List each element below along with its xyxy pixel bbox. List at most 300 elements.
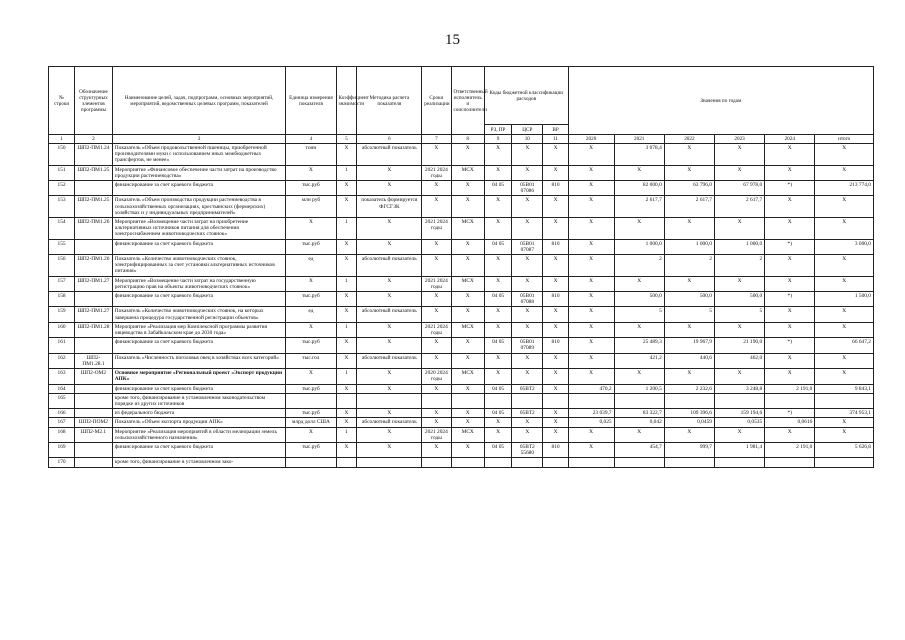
table-cell: X bbox=[357, 181, 422, 196]
table-cell: X bbox=[714, 427, 764, 442]
table-cell: финансирование за счет краевого бюджета bbox=[112, 239, 286, 254]
table-cell: 2 617,7 bbox=[614, 196, 664, 218]
table-row bbox=[49, 218, 874, 240]
table-row bbox=[49, 458, 874, 467]
table-cell: 3 000,0 bbox=[815, 239, 874, 254]
table-cell: X bbox=[357, 384, 422, 393]
table-cell: 153 bbox=[49, 196, 75, 218]
table-cell: тыс.руб bbox=[286, 384, 336, 393]
table-cell: X bbox=[484, 165, 511, 180]
table-cell: из федерального бюджета bbox=[112, 409, 286, 418]
table-cell bbox=[75, 292, 113, 307]
table-cell: X bbox=[336, 239, 357, 254]
table-cell: 162 bbox=[49, 353, 75, 368]
table-cell: X bbox=[664, 369, 714, 384]
table-cell: X bbox=[422, 181, 451, 196]
table-cell bbox=[512, 393, 543, 408]
table-cell: 63 796,0 bbox=[664, 181, 714, 196]
table-cell: 1 200,5 bbox=[614, 384, 664, 393]
table-cell: финансирование за счет краевого бюджета bbox=[112, 292, 286, 307]
table-cell: 159 bbox=[49, 307, 75, 322]
table-cell: X bbox=[815, 218, 874, 240]
table-cell: X bbox=[765, 144, 815, 166]
table-cell: 05В01 07088 bbox=[512, 292, 543, 307]
table-cell: Мероприятие «Реализация мер Комплексной программы развития овцеводства в Забайкальском крае до 2030 года» bbox=[112, 322, 286, 337]
table-cell: 04 05 bbox=[484, 442, 511, 457]
table-cell: X bbox=[451, 144, 484, 166]
table-cell: X bbox=[815, 276, 874, 291]
table-cell: X bbox=[543, 384, 568, 393]
table-cell: X bbox=[664, 218, 714, 240]
table-cell: 05В01 07089 bbox=[512, 338, 543, 353]
table-cell: X bbox=[451, 255, 484, 277]
table-cell bbox=[765, 458, 815, 467]
table-cell: X bbox=[336, 181, 357, 196]
table-cell: Показатель «Объем производства продукции растениеводства в сельскохозяйственных организациях, крестьянских (фермерских) хозяйствах и у индивидуальных предпринимателей» bbox=[112, 196, 286, 218]
table-cell: 810 bbox=[543, 292, 568, 307]
table-cell: X bbox=[286, 165, 336, 180]
table-cell: X bbox=[451, 353, 484, 368]
page-number: 15 bbox=[445, 32, 460, 48]
header-num: 7 bbox=[422, 135, 451, 144]
table-cell: X bbox=[512, 165, 543, 180]
table-cell: X bbox=[568, 353, 614, 368]
table-cell: ШП2-ПМ1.28.1 bbox=[75, 353, 113, 368]
table-cell: X bbox=[336, 196, 357, 218]
table-cell: МСХ bbox=[451, 276, 484, 291]
table-cell: X bbox=[543, 409, 568, 418]
table-cell: МСХ bbox=[451, 165, 484, 180]
table-cell: X bbox=[484, 196, 511, 218]
header-row-no: № строки bbox=[49, 67, 75, 135]
table-row bbox=[49, 196, 874, 218]
table-cell: X bbox=[543, 353, 568, 368]
table-cell: X bbox=[484, 322, 511, 337]
table-cell: 164 bbox=[49, 384, 75, 393]
table-cell: X bbox=[512, 322, 543, 337]
table-cell: X bbox=[815, 144, 874, 166]
table-cell bbox=[664, 393, 714, 408]
table-cell: X bbox=[543, 165, 568, 180]
table-cell: X bbox=[568, 165, 614, 180]
table-cell: X bbox=[664, 144, 714, 166]
table-cell: X bbox=[336, 307, 357, 322]
table-cell: 169 bbox=[49, 442, 75, 457]
table-cell: 2021 2024 годы bbox=[422, 276, 451, 291]
table-cell: X bbox=[664, 322, 714, 337]
table-cell: X bbox=[512, 427, 543, 442]
table-cell: Показатель «Объем экспорта продукции АПК» bbox=[112, 418, 286, 427]
table-cell bbox=[543, 458, 568, 467]
table-cell bbox=[543, 393, 568, 408]
table-cell: X bbox=[543, 196, 568, 218]
table-cell: X bbox=[815, 255, 874, 277]
table-cell: 9 843,1 bbox=[815, 384, 874, 393]
header-num: 5 bbox=[336, 135, 357, 144]
header-values: Значения по годам bbox=[568, 67, 873, 135]
table-cell: 2 617,7 bbox=[714, 196, 764, 218]
table-cell bbox=[714, 393, 764, 408]
table-cell: 04 05 bbox=[484, 181, 511, 196]
header-num: 9 bbox=[484, 135, 511, 144]
table-row bbox=[49, 239, 874, 254]
header-name: Наименование целей, задач, подпрограмм, основных мероприятий, мероприятий, ведомственных целевых программ, показателей bbox=[112, 67, 286, 135]
table-cell: X bbox=[451, 338, 484, 353]
table-cell: X bbox=[422, 409, 451, 418]
table-row bbox=[49, 276, 874, 291]
table-row bbox=[49, 307, 874, 322]
table-cell: X bbox=[815, 322, 874, 337]
table-cell: X bbox=[484, 255, 511, 277]
table-cell: ШП2-ПМ1.25 bbox=[75, 165, 113, 180]
table-cell: 1 500,0 bbox=[815, 292, 874, 307]
table-cell bbox=[75, 181, 113, 196]
table-cell: 3 248,8 bbox=[714, 384, 764, 393]
table-cell: X bbox=[286, 276, 336, 291]
table-cell bbox=[357, 458, 422, 467]
table-cell: абсолютный показатель bbox=[357, 418, 422, 427]
table-cell: X bbox=[422, 239, 451, 254]
table-row bbox=[49, 442, 874, 457]
table-cell: 04 05 bbox=[484, 384, 511, 393]
table-cell: 25 489,3 bbox=[614, 338, 664, 353]
table-cell: X bbox=[357, 165, 422, 180]
table-cell: X bbox=[815, 165, 874, 180]
table-cell: X bbox=[336, 338, 357, 353]
table-cell: 1 bbox=[336, 369, 357, 384]
table-cell: X bbox=[543, 369, 568, 384]
table-cell: ШП2-ПМ1.26 bbox=[75, 255, 113, 277]
header-year: 2021 bbox=[614, 135, 664, 144]
table-cell: X bbox=[484, 353, 511, 368]
table-cell: млрд долл США bbox=[286, 418, 336, 427]
table-cell: Мероприятие «Реализация мероприятий в области мелиорации земель сельскохозяйственного назначения» bbox=[112, 427, 286, 442]
table-cell: 2021 2024 годы bbox=[422, 218, 451, 240]
table-cell: X bbox=[336, 409, 357, 418]
table-cell: 1 bbox=[336, 218, 357, 240]
table-cell bbox=[286, 393, 336, 408]
table-cell: 374 953,1 bbox=[815, 409, 874, 418]
table-cell: X bbox=[765, 369, 815, 384]
table-cell: 0,0459 bbox=[664, 418, 714, 427]
table-cell bbox=[451, 458, 484, 467]
table-cell: X bbox=[568, 338, 614, 353]
table-cell: X bbox=[543, 276, 568, 291]
table-cell: млн руб bbox=[286, 196, 336, 218]
table-cell: X bbox=[815, 418, 874, 427]
table-cell: X bbox=[422, 338, 451, 353]
table-cell: 05ВТ2 55680 bbox=[512, 442, 543, 457]
header-year: 2023 bbox=[714, 135, 764, 144]
table-cell: Показатель «Количество животноводческих стоянок, на которых завершена процедура государственной регистрации объектов» bbox=[112, 307, 286, 322]
table-cell: 82 000,0 bbox=[614, 181, 664, 196]
header-method: Методика расчета показателя bbox=[357, 67, 422, 135]
table-cell: X bbox=[357, 427, 422, 442]
table-cell: X bbox=[568, 218, 614, 240]
table-cell: 109 396,6 bbox=[664, 409, 714, 418]
table-cell: X bbox=[484, 218, 511, 240]
table-cell: ШП2-ПМ1.27 bbox=[75, 307, 113, 322]
table-cell: X bbox=[614, 322, 664, 337]
table-cell: X bbox=[336, 418, 357, 427]
table-cell bbox=[422, 393, 451, 408]
table-cell: 2020 2024 годы bbox=[422, 369, 451, 384]
table-cell: Показатель «Объем продовольственной пшеницы, приобретенной производителями муки с использованием иных межбюджетных трансфертов, не менее» bbox=[112, 144, 286, 166]
table-cell: 2 bbox=[664, 255, 714, 277]
table-cell: X bbox=[336, 442, 357, 457]
table-cell: X bbox=[568, 369, 614, 384]
table-cell: X bbox=[336, 144, 357, 166]
table-cell: X bbox=[568, 322, 614, 337]
table-cell: X bbox=[614, 369, 664, 384]
table-cell: МСХ bbox=[451, 369, 484, 384]
table-cell: 167 bbox=[49, 418, 75, 427]
table-cell bbox=[336, 458, 357, 467]
table-cell: X bbox=[815, 427, 874, 442]
table-cell: Мероприятие «Финансовое обеспечение части затрат на производство продукции растениеводства» bbox=[112, 165, 286, 180]
table-cell: тыс.руб bbox=[286, 292, 336, 307]
table-cell: ШП2-ПОМ2 bbox=[75, 418, 113, 427]
table-row bbox=[49, 165, 874, 180]
table-cell: X bbox=[451, 239, 484, 254]
header-unit: Единица измерения показателя bbox=[286, 67, 336, 135]
table-cell: X bbox=[484, 307, 511, 322]
header-row bbox=[49, 67, 874, 125]
table-cell: X bbox=[451, 418, 484, 427]
table-cell: 05В01 07086 bbox=[512, 181, 543, 196]
table-cell: 05ВТ2 bbox=[512, 409, 543, 418]
table-cell: 1 bbox=[336, 165, 357, 180]
table-cell: X bbox=[765, 276, 815, 291]
table-cell: X bbox=[568, 292, 614, 307]
table-cell: 810 bbox=[543, 442, 568, 457]
table-cell: тонн bbox=[286, 144, 336, 166]
table-cell: X bbox=[336, 255, 357, 277]
table-row bbox=[49, 255, 874, 277]
table-cell: X bbox=[512, 255, 543, 277]
table-cell: X bbox=[543, 144, 568, 166]
table-cell: *) bbox=[765, 181, 815, 196]
table-cell: X bbox=[422, 442, 451, 457]
header-coef: Коэффициент значимости bbox=[336, 67, 357, 135]
table-cell: 04 05 bbox=[484, 239, 511, 254]
table-cell: X bbox=[664, 427, 714, 442]
table-cell: X bbox=[422, 384, 451, 393]
table-cell: кроме того, финансирование в установленном законодательством порядке из других источников bbox=[112, 393, 286, 408]
table-cell: 421,2 bbox=[614, 353, 664, 368]
table-cell: X bbox=[422, 196, 451, 218]
table-cell: 0,0616 bbox=[765, 418, 815, 427]
table-cell: 163 bbox=[49, 369, 75, 384]
header-year: 2024 bbox=[765, 135, 815, 144]
table-cell: X bbox=[357, 442, 422, 457]
table-cell: 2 bbox=[714, 255, 764, 277]
table-cell: 0,042 bbox=[614, 418, 664, 427]
table-cell: ШП2-ПМ1.27 bbox=[75, 276, 113, 291]
table-cell: X bbox=[451, 181, 484, 196]
table-cell: X bbox=[357, 369, 422, 384]
table-cell: 1 bbox=[336, 427, 357, 442]
table-cell bbox=[614, 458, 664, 467]
table-cell: X bbox=[543, 418, 568, 427]
table-cell: ед bbox=[286, 307, 336, 322]
header-num: 8 bbox=[451, 135, 484, 144]
table-cell: 2 232,6 bbox=[664, 384, 714, 393]
table-cell: X bbox=[714, 322, 764, 337]
table-cell: 213 774,0 bbox=[815, 181, 874, 196]
program-table bbox=[48, 66, 874, 468]
table-cell: 2021 2024 годы bbox=[422, 322, 451, 337]
table-cell: X bbox=[336, 384, 357, 393]
table-cell: X bbox=[512, 144, 543, 166]
table-cell: 1 000,0 bbox=[614, 239, 664, 254]
table-cell: X bbox=[614, 276, 664, 291]
table-cell: X bbox=[512, 196, 543, 218]
table-cell: Мероприятие «Возмещение части затрат на государственную регистрацию прав на объекты животноводческих стоянок» bbox=[112, 276, 286, 291]
table-cell bbox=[422, 458, 451, 467]
table-cell: X bbox=[484, 276, 511, 291]
table-cell: X bbox=[543, 218, 568, 240]
table-cell: 2021 2024 годы bbox=[422, 427, 451, 442]
table-cell: 158 bbox=[49, 292, 75, 307]
table-cell: X bbox=[815, 353, 874, 368]
table-row bbox=[49, 338, 874, 353]
table-cell: X bbox=[286, 427, 336, 442]
table-cell: X bbox=[512, 353, 543, 368]
header-term: Сроки реализации bbox=[422, 67, 451, 135]
table-cell: 2 bbox=[614, 255, 664, 277]
table-cell: кроме того, финансирование в установленном зако- bbox=[112, 458, 286, 467]
table-cell: 1 981,4 bbox=[714, 442, 764, 457]
table-cell: 166 bbox=[49, 409, 75, 418]
table-cell: ШП2-ПМ1.24 bbox=[75, 144, 113, 166]
table-cell: X bbox=[765, 307, 815, 322]
table-cell: 2021 2024 годы bbox=[422, 165, 451, 180]
table-cell: 160 bbox=[49, 322, 75, 337]
table-cell: 67 978,0 bbox=[714, 181, 764, 196]
table-cell bbox=[664, 458, 714, 467]
table-cell bbox=[765, 393, 815, 408]
header-year: 2022 bbox=[664, 135, 714, 144]
table-cell: X bbox=[568, 276, 614, 291]
table-cell: X bbox=[568, 144, 614, 166]
table-cell: X bbox=[568, 181, 614, 196]
table-cell: X bbox=[451, 384, 484, 393]
header-num: 6 bbox=[357, 135, 422, 144]
table-cell: X bbox=[286, 218, 336, 240]
table-cell: X bbox=[451, 409, 484, 418]
table-cell: X bbox=[543, 427, 568, 442]
table-cell: X bbox=[714, 218, 764, 240]
table-cell: 0,0535 bbox=[714, 418, 764, 427]
table-cell: МСХ bbox=[451, 322, 484, 337]
table-cell: X bbox=[422, 144, 451, 166]
header-rzpr: РЗ, ПР bbox=[484, 125, 511, 135]
table-cell: X bbox=[568, 307, 614, 322]
table-cell: ШП2-ПМ1.26 bbox=[75, 218, 113, 240]
header-num: 11 bbox=[543, 135, 568, 144]
table-cell: X bbox=[568, 196, 614, 218]
table-cell: 04 05 bbox=[484, 409, 511, 418]
table-cell: X bbox=[568, 427, 614, 442]
table-cell bbox=[614, 393, 664, 408]
table-cell: 1 bbox=[336, 276, 357, 291]
table-cell: X bbox=[422, 353, 451, 368]
table-cell: X bbox=[714, 144, 764, 166]
header-year: 2020 bbox=[568, 135, 614, 144]
table-cell bbox=[714, 458, 764, 467]
table-cell: 154 bbox=[49, 218, 75, 240]
table-cell: Показатель «Количество животноводческих стоянок, электрифицированных за счет установки альтернативных источников питания» bbox=[112, 255, 286, 277]
table-cell bbox=[815, 393, 874, 408]
table-cell: 5 bbox=[714, 307, 764, 322]
table-cell: 161 bbox=[49, 338, 75, 353]
table-cell: 170 bbox=[49, 458, 75, 467]
table-row bbox=[49, 292, 874, 307]
table-cell bbox=[815, 458, 874, 467]
table-cell: Показатель «Численность поголовья овец в хозяйствах всех категорий» bbox=[112, 353, 286, 368]
table-cell: X bbox=[484, 427, 511, 442]
table-cell: финансирование за счет краевого бюджета bbox=[112, 442, 286, 457]
table-cell: X bbox=[286, 369, 336, 384]
table-cell: 83 322,7 bbox=[614, 409, 664, 418]
table-cell: *) bbox=[765, 239, 815, 254]
table-row bbox=[49, 393, 874, 408]
table-cell: 19 967,9 bbox=[664, 338, 714, 353]
table-cell: X bbox=[765, 218, 815, 240]
header-num: 3 bbox=[112, 135, 286, 144]
table-cell: 151 bbox=[49, 165, 75, 180]
table-cell bbox=[484, 458, 511, 467]
table-cell: X bbox=[614, 427, 664, 442]
table-cell bbox=[75, 409, 113, 418]
table-cell: X bbox=[512, 418, 543, 427]
table-cell bbox=[336, 393, 357, 408]
table-cell: ШП2-ПМ1.28 bbox=[75, 322, 113, 337]
table-cell: финансирование за счет краевого бюджета bbox=[112, 338, 286, 353]
table-cell: X bbox=[451, 307, 484, 322]
table-cell: 5 626,8 bbox=[815, 442, 874, 457]
table-cell: X bbox=[357, 409, 422, 418]
table-cell: X bbox=[451, 196, 484, 218]
table-cell: X bbox=[336, 292, 357, 307]
table-cell bbox=[75, 384, 113, 393]
table-cell: 500,0 bbox=[614, 292, 664, 307]
header-executor: Ответственный исполнитель и соисполнители bbox=[451, 67, 484, 135]
table-cell: 66 647,2 bbox=[815, 338, 874, 353]
table-cell: ед bbox=[286, 255, 336, 277]
table-cell bbox=[75, 458, 113, 467]
table-cell: тыс.гол bbox=[286, 353, 336, 368]
table-cell: X bbox=[286, 322, 336, 337]
table-cell: 454,7 bbox=[614, 442, 664, 457]
table-cell: X bbox=[765, 322, 815, 337]
table-cell bbox=[357, 393, 422, 408]
table-row bbox=[49, 144, 874, 166]
table-cell: тыс.руб bbox=[286, 409, 336, 418]
header-num: 1 bbox=[49, 135, 75, 144]
table-cell: X bbox=[422, 307, 451, 322]
table-cell: 810 bbox=[543, 338, 568, 353]
table-row bbox=[49, 353, 874, 368]
table-cell: 500,0 bbox=[664, 292, 714, 307]
header-num: 10 bbox=[512, 135, 543, 144]
table-cell: 04 05 bbox=[484, 292, 511, 307]
table-cell: 810 bbox=[543, 181, 568, 196]
table-cell: финансирование за счет краевого бюджета bbox=[112, 181, 286, 196]
header-code: Обозначение структурных элементов программы bbox=[75, 67, 113, 135]
table-cell: показатель формируется ФГСГЗК bbox=[357, 196, 422, 218]
